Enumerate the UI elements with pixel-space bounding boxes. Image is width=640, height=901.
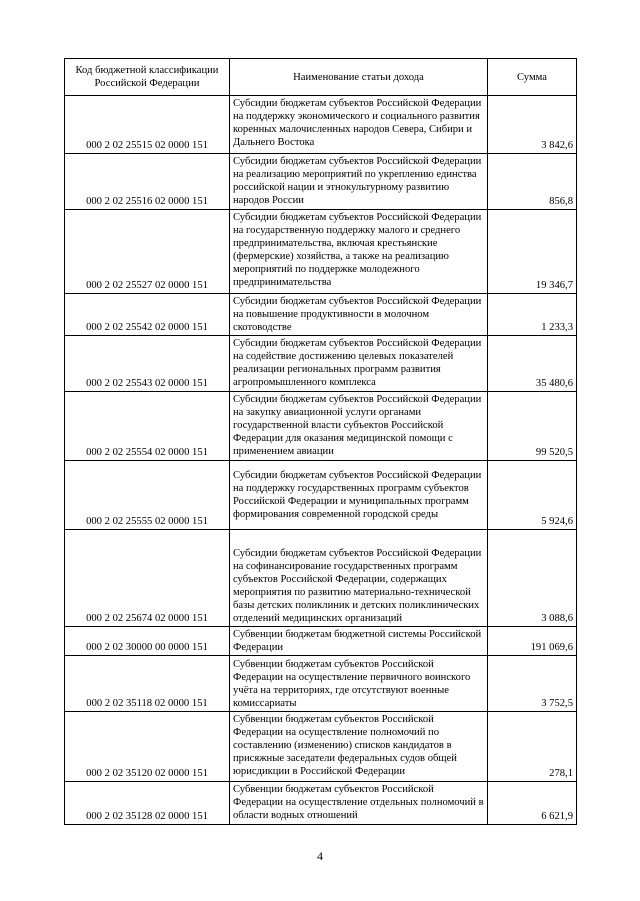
table-row: [65, 712, 577, 782]
row-code: 000 2 02 25543 02 0000 151: [65, 336, 230, 392]
header-sum: Сумма: [488, 59, 577, 96]
row-code: 000 2 02 35118 02 0000 151: [65, 656, 230, 712]
row-name: Субвенции бюджетам субъектов Российской Федерации на осуществление первичного воинского учёта на территориях, где отсутствуют военные комиссариаты: [230, 656, 488, 712]
table-row: [65, 656, 577, 712]
table-row: [65, 392, 577, 461]
row-code: 000 2 02 35120 02 0000 151: [65, 712, 230, 782]
row-sum: 5 924,6: [488, 461, 577, 530]
table-row: [65, 627, 577, 656]
row-sum: 3 842,6: [488, 96, 577, 154]
row-name: Субсидии бюджетам субъектов Российской Федерации на государственную поддержку малого и среднего предпринимательства, включая крестьянские (фермерские) хозяйства, а также на реализацию мероприятий по поддержке молодежного предпринимательства: [230, 210, 488, 294]
row-sum: 278,1: [488, 712, 577, 782]
row-sum: 99 520,5: [488, 392, 577, 461]
row-name: Субсидии бюджетам субъектов Российской Федерации на поддержку государственных программ субъектов Российской Федерации и муниципальных программ формирования современной городской среды: [230, 461, 488, 530]
table-row: [65, 294, 577, 336]
revenue-table: [64, 58, 577, 825]
table-row: [65, 336, 577, 392]
row-name: Субсидии бюджетам субъектов Российской Федерации на повышение продуктивности в молочном скотоводстве: [230, 294, 488, 336]
row-sum: 35 480,6: [488, 336, 577, 392]
row-name: Субсидии бюджетам субъектов Российской Федерации на софинансирование государственных программ субъектов Российской Федерации, содержащих мероприятия по развитию материально-технической базы детских поликлиник и детских поликлинических отделений медицинских организаций: [230, 530, 488, 627]
row-name: Субвенции бюджетам субъектов Российской Федерации на осуществление полномочий по составлению (изменению) списков кандидатов в присяжные заседатели федеральных судов общей юрисдикции в Российской Федерации: [230, 712, 488, 782]
row-sum: 1 233,3: [488, 294, 577, 336]
row-name: Субсидии бюджетам субъектов Российской Федерации на реализацию мероприятий по укреплению единства российской нации и этнокультурному развитию народов России: [230, 154, 488, 210]
row-code: 000 2 02 30000 00 0000 151: [65, 627, 230, 656]
row-code: 000 2 02 25674 02 0000 151: [65, 530, 230, 627]
row-sum: 6 621,9: [488, 782, 577, 825]
table-row: [65, 154, 577, 210]
header-name: Наименование статьи дохода: [230, 59, 488, 96]
row-sum: 19 346,7: [488, 210, 577, 294]
row-name: Субсидии бюджетам субъектов Российской Федерации на закупку авиационной услуги органами государственной власти субъектов Российской Федерации для оказания медицинской помощи с применением авиации: [230, 392, 488, 461]
table-row: [65, 96, 577, 154]
table-row: [65, 461, 577, 530]
row-code: 000 2 02 25527 02 0000 151: [65, 210, 230, 294]
row-sum: 856,8: [488, 154, 577, 210]
row-sum: 191 069,6: [488, 627, 577, 656]
table-row: [65, 782, 577, 825]
row-name: Субвенции бюджетам бюджетной системы Российской Федерации: [230, 627, 488, 656]
row-name: Субсидии бюджетам субъектов Российской Федерации на содействие достижению целевых показателей реализации региональных программ развития агропромышленного комплекса: [230, 336, 488, 392]
row-code: 000 2 02 25554 02 0000 151: [65, 392, 230, 461]
row-sum: 3 088,6: [488, 530, 577, 627]
row-code: 000 2 02 25515 02 0000 151: [65, 96, 230, 154]
row-sum: 3 752,5: [488, 656, 577, 712]
row-code: 000 2 02 25542 02 0000 151: [65, 294, 230, 336]
row-code: 000 2 02 25516 02 0000 151: [65, 154, 230, 210]
row-name: Субсидии бюджетам субъектов Российской Федерации на поддержку экономического и социального развития коренных малочисленных народов Севера, Сибири и Дальнего Востока: [230, 96, 488, 154]
page-number: 4: [317, 849, 323, 863]
table-header-row: [65, 59, 577, 96]
row-code: 000 2 02 25555 02 0000 151: [65, 461, 230, 530]
row-name: Субвенции бюджетам субъектов Российской Федерации на осуществление отдельных полномочий в области водных отношений: [230, 782, 488, 825]
header-code: Код бюджетной классификации Российской Федерации: [65, 59, 230, 96]
table-row: [65, 530, 577, 627]
table-row: [65, 210, 577, 294]
row-code: 000 2 02 35128 02 0000 151: [65, 782, 230, 825]
